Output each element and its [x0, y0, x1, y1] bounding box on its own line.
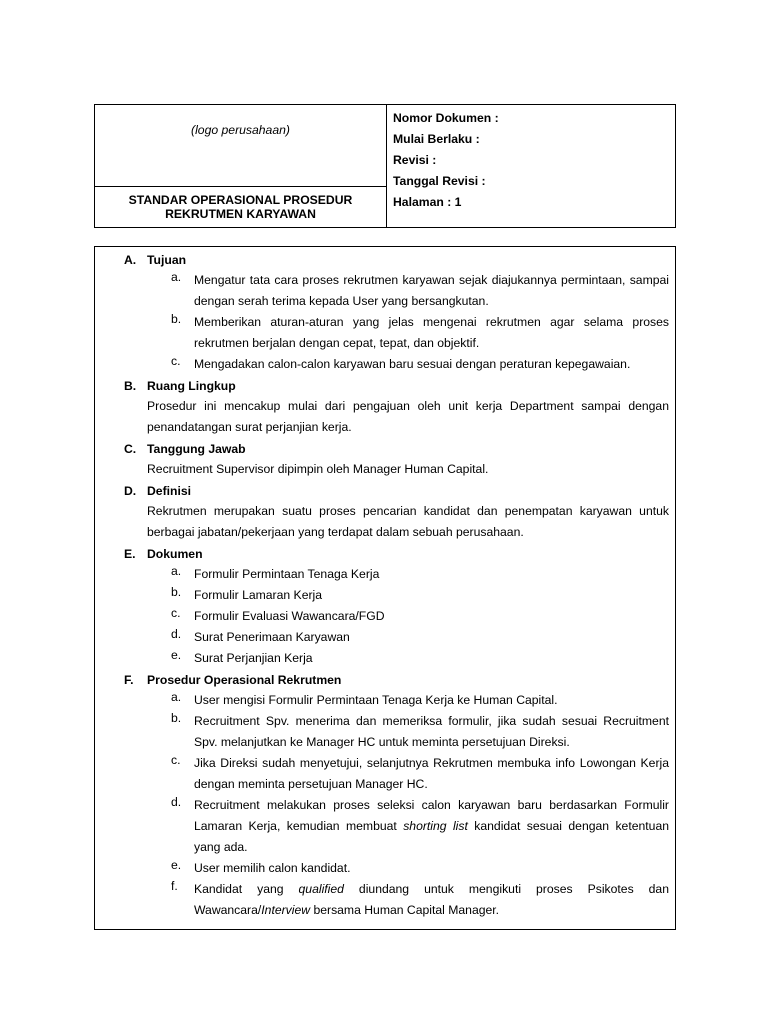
item-letter: b. [171, 312, 182, 326]
item-letter: c. [171, 354, 181, 368]
document-body [94, 246, 676, 930]
item-letter: a. [171, 270, 182, 284]
item-text: Formulir Evaluasi Wawancara/FGD [194, 609, 385, 623]
section-letter: A. [124, 253, 137, 267]
section-title: Definisi [147, 484, 192, 498]
section-text: Recruitment Supervisor dipimpin oleh Manager Human Capital. [147, 462, 489, 476]
item-text: User memilih calon kandidat. [194, 861, 351, 875]
document-info [387, 105, 675, 227]
item-text: User mengisi Formulir Permintaan Tenaga Kerja ke Human Capital. [194, 693, 558, 707]
item-letter: b. [171, 711, 182, 725]
item-text-part: diundang untuk mengikuti proses Psikotes dan Wawancara/ [194, 882, 669, 917]
item-text-italic: qualified [298, 882, 344, 896]
item-text: Mengadakan calon-calon karyawan baru sesuai dengan peraturan kepegawaian. [194, 357, 631, 371]
item-text-part: kandidat sesuai dengan ketentuan yang ada. [194, 819, 669, 854]
item-text-part: Kandidat yang [194, 882, 299, 896]
item-text-part: bersama Human Capital Manager. [310, 903, 500, 917]
item-text: Memberikan aturan-aturan yang jelas mengenai rekrutmen agar selama proses rekrutmen berjalan dengan cepat, tepat, dan objektif. [194, 315, 669, 350]
field-nomor-dokumen: Nomor Dokumen : [393, 111, 499, 125]
item-letter: c. [171, 606, 181, 620]
section-letter: D. [124, 484, 137, 498]
section-text: Rekrutmen merupakan suatu proses pencarian kandidat dan penempatan karyawan untuk berbagai jabatan/pekerjaan yang terdapat dalam sebuah perusahaan. [147, 504, 669, 539]
logo-placeholder: (logo perusahaan) [191, 123, 290, 137]
field-halaman: Halaman : 1 [393, 195, 462, 209]
item-text: Recruitment Spv. menerima dan memeriksa formulir, jika sudah sesuai Recruitment Spv. melanjutkan ke Manager HC untuk meminta persetujuan Direksi. [194, 714, 669, 749]
item-letter: e. [171, 648, 182, 662]
item-letter: e. [171, 858, 182, 872]
item-letter: d. [171, 795, 182, 809]
item-text: Formulir Lamaran Kerja [194, 588, 323, 602]
title-line-1: STANDAR OPERASIONAL PROSEDUR [128, 193, 353, 207]
section-title: Ruang Lingkup [147, 379, 236, 393]
item-text: Surat Perjanjian Kerja [194, 651, 313, 665]
item-text-italic: shorting list [403, 819, 468, 833]
section-letter: E. [124, 547, 136, 561]
item-text: Surat Penerimaan Karyawan [194, 630, 350, 644]
item-text [194, 795, 669, 858]
item-text: Mengatur tata cara proses rekrutmen karyawan sejak diajukannya permintaan, sampai dengan serah terima kepada User yang bersangkutan. [194, 273, 669, 308]
item-text: Jika Direksi sudah menyetujui, selanjutnya Rekrutmen membuka info Lowongan Kerja dengan meminta persetujuan Manager HC. [194, 756, 669, 791]
field-revisi: Revisi : [393, 153, 437, 167]
logo-cell [95, 105, 386, 187]
item-letter: a. [171, 564, 182, 578]
section-letter: B. [124, 379, 137, 393]
item-letter: d. [171, 627, 182, 641]
item-letter: c. [171, 753, 181, 767]
section-title: Tanggung Jawab [147, 442, 246, 456]
item-text-italic: Interview [261, 903, 311, 917]
item-letter: f. [171, 879, 178, 893]
section-title: Tujuan [147, 253, 187, 267]
title-line-2: REKRUTMEN KARYAWAN [165, 207, 316, 221]
header-left [95, 105, 387, 227]
item-letter: b. [171, 585, 182, 599]
section-letter: F. [124, 673, 134, 687]
document-header [94, 104, 676, 228]
item-text [194, 879, 669, 921]
item-letter: a. [171, 690, 182, 704]
document-title [95, 187, 386, 227]
field-tanggal-revisi: Tanggal Revisi : [393, 174, 486, 188]
field-mulai-berlaku: Mulai Berlaku : [393, 132, 480, 146]
section-title: Prosedur Operasional Rekrutmen [147, 673, 342, 687]
section-text: Prosedur ini mencakup mulai dari pengajuan oleh unit kerja Department sampai dengan penandatangan surat perjanjian kerja. [147, 399, 669, 434]
item-text: Formulir Permintaan Tenaga Kerja [194, 567, 380, 581]
item-text-part: Recruitment melakukan proses seleksi calon karyawan baru berdasarkan Formulir Lamaran Kerja, kemudian membuat [194, 798, 669, 833]
section-letter: C. [124, 442, 137, 456]
section-title: Dokumen [147, 547, 203, 561]
